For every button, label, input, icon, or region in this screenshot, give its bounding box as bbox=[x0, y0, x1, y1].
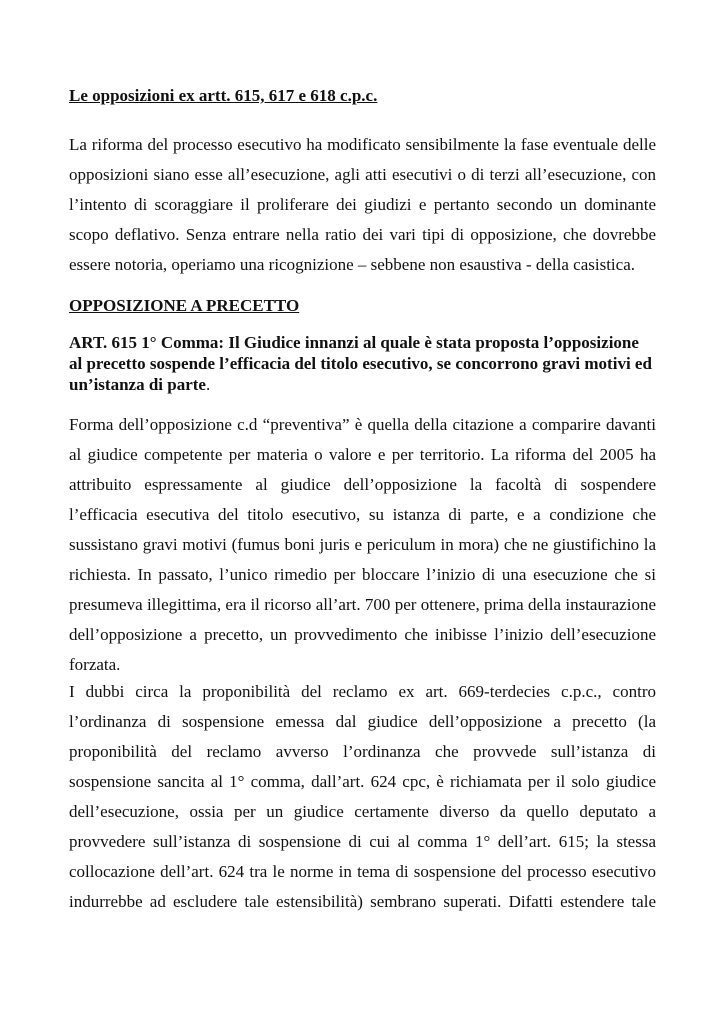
section-heading: OPPOSIZIONE A PRECETTO bbox=[69, 296, 300, 315]
article-quote-end: . bbox=[205, 375, 211, 394]
article-quote bbox=[69, 332, 656, 395]
document-title: Le opposizioni ex artt. 615, 617 e 618 c.p.c. bbox=[69, 86, 378, 105]
intro-paragraph: La riforma del processo esecutivo ha modificato sensibilmente la fase eventuale delle opposizioni siano esse all’esecuzione, agli atti esecutivi o di terzi all’esecuzione, con l’intento di scoraggiare il proliferare dei giudizi e pertanto secondo un dominante scopo deflativo. Senza entrare nella ratio dei vari tipi di opposizione, che dovrebbe essere notoria, operiamo una ricognizione – sebbene non esaustiva - della casistica. bbox=[69, 135, 656, 274]
body-paragraph-1: Forma dell’opposizione c.d “preventiva” è quella della citazione a comparire davanti al giudice competente per materia o valore e per territorio. La riforma del 2005 ha attribuito espressamente al giudice dell’opposizione la facoltà di sospendere l’efficacia esecutiva del titolo esecutivo, su istanza di parte, e a condizione che sussistano gravi motivi (fumus boni juris e periculum in mora) che ne giustifichino la richiesta. In passato, l’unico rimedio per bloccare l’inizio di una esecuzione che si presumeva illegittima, era il ricorso all’art. 700 per ottenere, prima della instaurazione dell’opposizione a precetto, un provvedimento che inibisse l’inizio dell’esecuzione forzata. bbox=[69, 415, 656, 674]
article-quote-text: ART. 615 1° Comma: Il Giudice innanzi al quale è stata proposta l’opposizione al precetto sospende l’efficacia del titolo esecutivo, se concorrono gravi motivi ed un’istanza di parte bbox=[69, 333, 652, 394]
body-paragraph-2: I dubbi circa la proponibilità del reclamo ex art. 669-terdecies c.p.c., contro l’ordinanza di sospensione emessa dal giudice dell’opposizione a precetto (la proponibilità del reclamo avverso l’ordinanza che provvede sull’istanza di sospensione sancita al 1° comma, dall’art. 624 cpc, è richiamata per il solo giudice dell’esecuzione, ossia per un giudice certamente diverso da quello deputato a provvedere sull’istanza di sospensione di cui al comma 1° dell’art. 615; la stessa collocazione dell’art. 624 tra le norme in tema di sospensione del processo esecutivo indurrebbe ad escludere tale estensibilità) sembrano superati. Difatti estendere tale bbox=[69, 682, 656, 911]
